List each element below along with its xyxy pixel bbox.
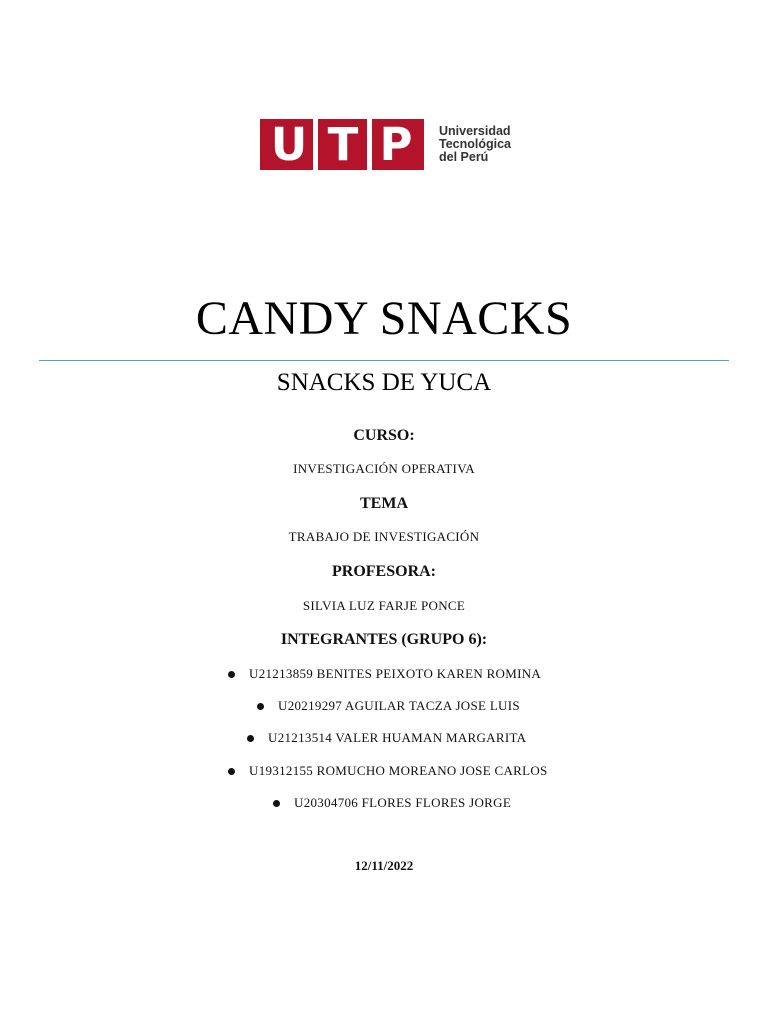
- bullet-icon: [273, 800, 280, 807]
- document-title: CANDY SNACKS: [195, 292, 573, 345]
- tema-value: TRABAJO DE INVESTIGACIÓN: [288, 529, 480, 544]
- member-text: U19312155 ROMUCHO MOREANO JOSE CARLOS: [249, 763, 548, 778]
- member-list-item: [228, 762, 548, 780]
- logo-letter-t: T: [327, 118, 359, 171]
- member-list-item: [247, 729, 526, 747]
- member-list-item: [228, 665, 541, 683]
- profesora-value: SILVIA LUZ FARJE PONCE: [302, 598, 466, 613]
- logo-text-line: del Perú: [439, 150, 489, 164]
- bullet-icon: [228, 768, 235, 775]
- utp-logo-wordmark: [439, 125, 511, 164]
- curso-heading: CURSO:: [353, 427, 415, 444]
- logo-text-line: Universidad: [439, 124, 511, 138]
- logo-separator: [313, 119, 318, 170]
- bullet-icon: [257, 703, 264, 710]
- member-text: U20304706 FLORES FLORES JORGE: [294, 795, 512, 810]
- member-list-item: [273, 794, 511, 812]
- logo-letter-u: U: [270, 118, 308, 171]
- member-text: U21213514 VALER HUAMAN MARGARITA: [268, 730, 527, 745]
- tema-heading: TEMA: [360, 495, 408, 512]
- document-date: 12/11/2022: [354, 858, 414, 873]
- curso-value: INVESTIGACIÓN OPERATIVA: [293, 461, 475, 476]
- bullet-icon: [228, 671, 235, 678]
- utp-logo-mark: [260, 119, 424, 170]
- member-list-item: [257, 697, 520, 715]
- utp-logo: [260, 119, 511, 170]
- profesora-heading: PROFESORA:: [332, 563, 436, 580]
- member-text: U21213859 BENITES PEIXOTO KAREN ROMINA: [249, 666, 542, 681]
- title-divider: [39, 360, 729, 361]
- logo-letter-p: P: [379, 118, 413, 171]
- member-text: U20219297 AGUILAR TACZA JOSE LUIS: [278, 698, 520, 713]
- integrantes-heading: INTEGRANTES (GRUPO 6):: [280, 631, 488, 648]
- logo-separator: [367, 119, 372, 170]
- document-subtitle: SNACKS DE YUCA: [276, 369, 492, 396]
- logo-text-line: Tecnológica: [439, 137, 512, 151]
- bullet-icon: [247, 735, 254, 742]
